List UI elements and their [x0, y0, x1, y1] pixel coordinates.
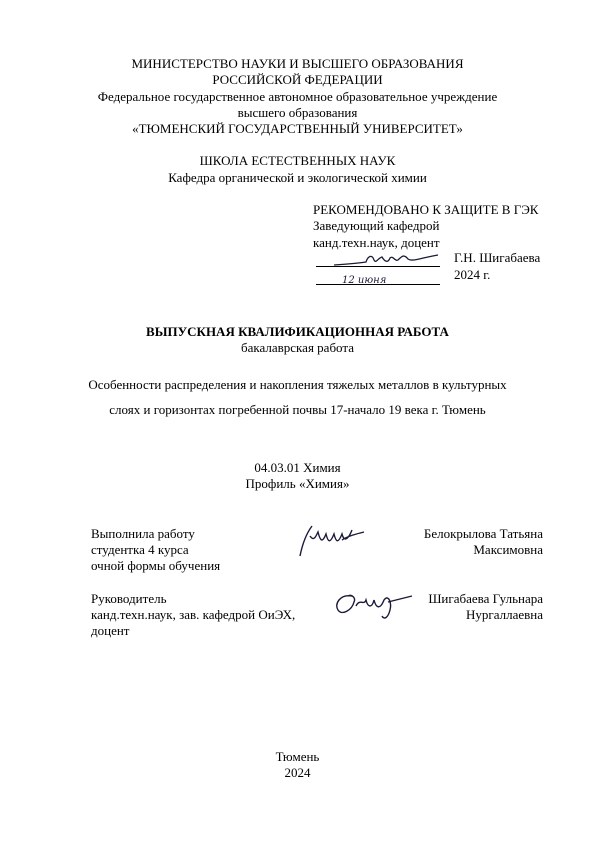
ministry-line-1: МИНИСТЕРСТВО НАУКИ И ВЫСШЕГО ОБРАЗОВАНИЯ	[131, 56, 464, 71]
supervisor-label-3: доцент	[91, 623, 130, 638]
approval-role: Заведующий кафедрой	[313, 218, 440, 233]
work-type: ВЫПУСКНАЯ КВАЛИФИКАЦИОННАЯ РАБОТА	[146, 324, 449, 339]
author-label-3: очной формы обучения	[91, 558, 221, 573]
approval-handwritten-date	[338, 271, 422, 287]
approval-name: Г.Н. Шигабаева	[454, 250, 541, 265]
author-name-2: Максимовна	[473, 542, 543, 557]
author-label-1: Выполнила работу	[91, 526, 195, 541]
supervisor-name-1: Шигабаева Гульнара	[428, 591, 543, 606]
department-name: Кафедра органической и экологической химии	[168, 170, 427, 185]
approval-signature	[330, 250, 442, 270]
ministry-line-2: РОССИЙСКОЙ ФЕДЕРАЦИИ	[212, 72, 383, 87]
author-label-2: студентка 4 курса	[91, 542, 189, 557]
author-name-1: Белокрылова Татьяна	[423, 526, 543, 541]
approval-degree: канд.техн.наук, доцент	[313, 235, 440, 250]
approval-title: РЕКОМЕНДОВАНО К ЗАЩИТЕ В ГЭК	[313, 202, 539, 217]
work-title-line-2: слоях и горизонтах погребенной почвы 17-начало 19 века г. Тюмень	[109, 402, 486, 417]
work-title-line-1: Особенности распределения и накопления тяжелых металлов в культурных	[88, 377, 507, 392]
approval-year: 2024 г.	[454, 267, 491, 282]
university-name: «ТЮМЕНСКИЙ ГОСУДАРСТВЕННЫЙ УНИВЕРСИТЕТ»	[132, 121, 463, 136]
specialty-code: 04.03.01 Химия	[254, 460, 341, 475]
supervisor-label-2: канд.техн.наук, зав. кафедрой ОиЭХ,	[91, 607, 296, 622]
footer-year: 2024	[284, 765, 311, 780]
school-name: ШКОЛА ЕСТЕСТВЕННЫХ НАУК	[199, 153, 396, 168]
handwritten-date-text: 12 июня	[342, 275, 387, 286]
institution-line-2: высшего образования	[237, 105, 358, 120]
supervisor-name-2: Нургаллаевна	[466, 607, 543, 622]
footer-city: Тюмень	[275, 749, 320, 764]
supervisor-signature	[330, 588, 414, 622]
institution-line-1: Федеральное государственное автономное образовательное учреждение	[97, 89, 498, 104]
specialty-profile: Профиль «Химия»	[245, 476, 350, 491]
work-subtype: бакалаврская работа	[241, 340, 354, 355]
supervisor-label-1: Руководитель	[91, 591, 167, 606]
author-signature	[296, 522, 368, 560]
